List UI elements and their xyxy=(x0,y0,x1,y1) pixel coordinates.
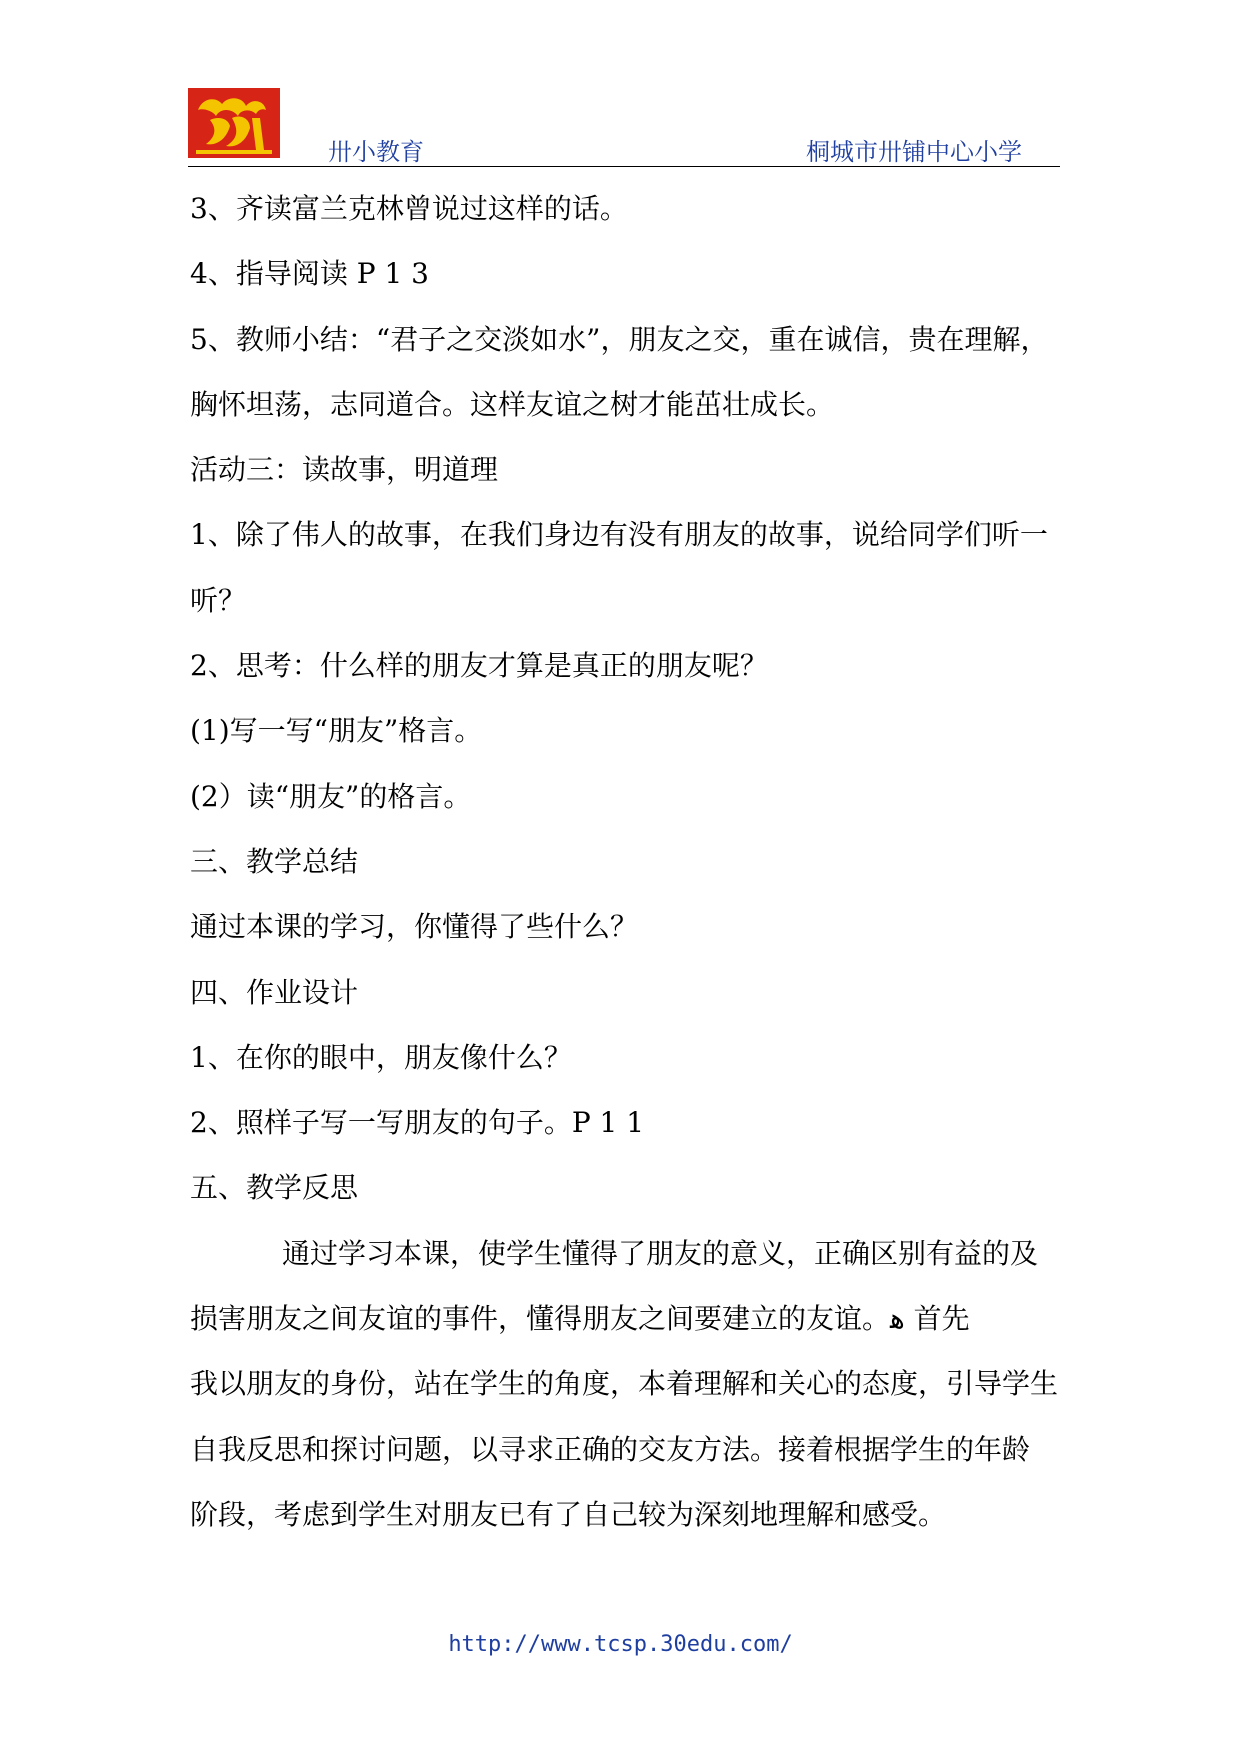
school-logo xyxy=(188,88,280,158)
text-line: 2、思考：什么样的朋友才算是真正的朋友呢？ xyxy=(190,649,768,683)
text-line: (2）读“朋友”的格言。 xyxy=(190,779,472,813)
document-body xyxy=(190,176,1070,1547)
section-heading: 五、教学反思 xyxy=(190,1171,359,1205)
paragraph-line: 自我反思和探讨问题，以寻求正确的交友方法。接着根据学生的年龄 xyxy=(190,1432,1031,1466)
text-line: (1)写一写“朋友”格言。 xyxy=(190,714,483,748)
section-heading: 三、教学总结 xyxy=(190,844,359,878)
text-line: 2、照样子写一写朋友的句子。P 1 1 xyxy=(190,1106,645,1140)
text-line: 听？ xyxy=(190,583,247,617)
footer-url: http://www.tcsp.30edu.com/ xyxy=(448,1632,793,1657)
text-line: 通过本课的学习，你懂得了些什么？ xyxy=(190,910,639,944)
text-line: 5、教师小结：“君子之交淡如水”，朋友之交，重在诚信，贵在理解， xyxy=(190,322,1049,356)
paragraph-line: 损害朋友之间友谊的事件，懂得朋友之间要建立的友谊。ﻫ 首先 xyxy=(190,1302,970,1336)
section-heading: 活动三：读故事，明道理 xyxy=(190,453,499,487)
header-right-text: 桐城市卅铺中心小学 xyxy=(806,138,1022,166)
text-line: 胸怀坦荡，志同道合。这样友谊之树才能茁壮成长。 xyxy=(190,387,835,421)
text-line: 1、除了伟人的故事，在我们身边有没有朋友的故事，说给同学们听一 xyxy=(190,518,1048,552)
text-line: 3、齐读富兰克林曾说过这样的话。 xyxy=(190,192,628,225)
page-header xyxy=(188,88,1060,168)
text-line: 1、在你的眼中，朋友像什么？ xyxy=(190,1040,572,1074)
paragraph-line: 我以朋友的身份，站在学生的角度，本着理解和关心的态度，引导学生 xyxy=(190,1367,1059,1401)
header-divider xyxy=(188,166,1060,167)
text-line: 4、指导阅读 P 1 3 xyxy=(190,257,429,291)
paragraph-line: 阶段，考虑到学生对朋友已有了自己较为深刻地理解和感受。 xyxy=(190,1497,947,1531)
section-heading: 四、作业设计 xyxy=(190,975,359,1009)
paragraph-line: 通过学习本课，使学生懂得了朋友的意义，正确区别有益的及 xyxy=(282,1236,1039,1270)
header-left-text: 卅小教育 xyxy=(328,138,424,166)
